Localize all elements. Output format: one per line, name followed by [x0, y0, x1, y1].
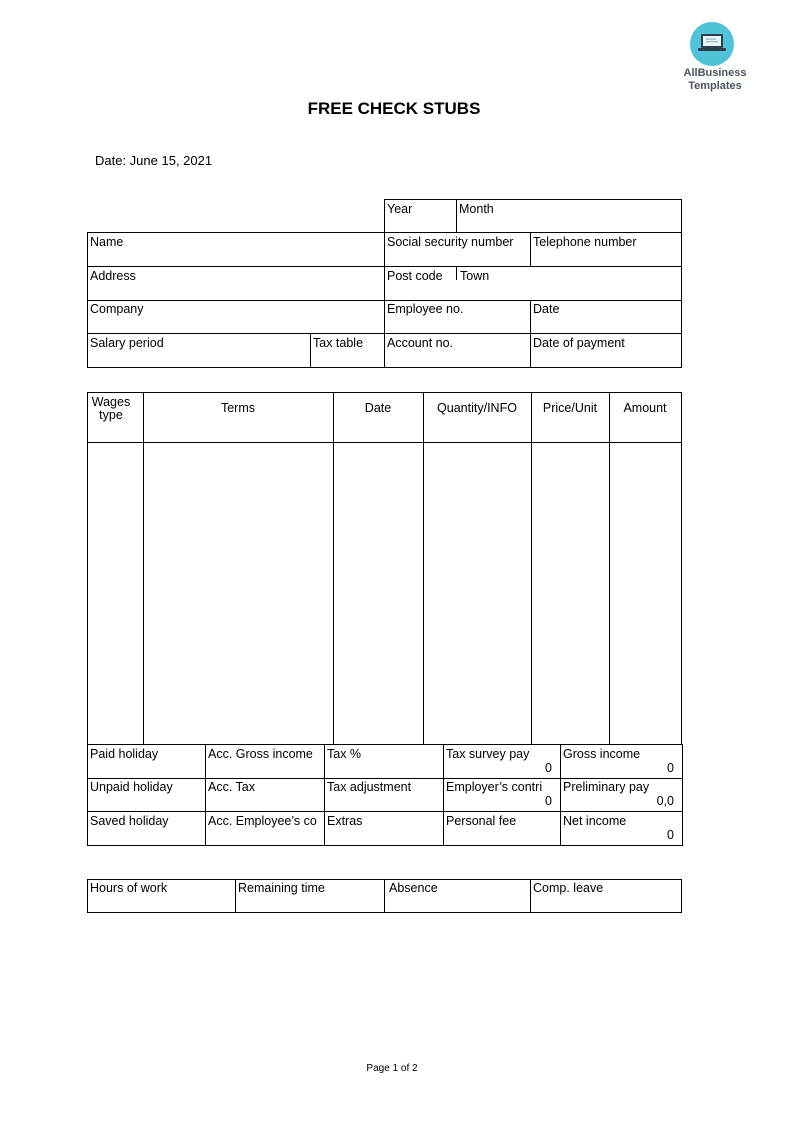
address-label: Address: [90, 269, 136, 283]
salary-period-label: Salary period: [90, 336, 164, 350]
post-code-label: Post code: [387, 269, 443, 283]
employers-contri-label: Employer’s contri: [446, 780, 543, 794]
year-label: Year: [387, 202, 413, 216]
town-label: Town: [460, 269, 490, 283]
date-of-payment-label: Date of payment: [533, 336, 625, 350]
acc-gross-income-label: Acc. Gross income: [208, 747, 313, 761]
company-label: Company: [90, 302, 144, 316]
name-label: Name: [90, 235, 124, 249]
comp-leave-label: Comp. leave: [533, 881, 604, 895]
terms-header: Terms: [220, 401, 256, 415]
hours-of-work-label: Hours of work: [90, 881, 168, 895]
telephone-label: Telephone number: [533, 235, 637, 249]
logo: [680, 22, 750, 94]
tax-survey-pay-value: 0: [545, 761, 552, 775]
extras-label: Extras: [327, 814, 363, 828]
logo-line2: Templates: [688, 80, 742, 92]
tax-adjustment-label: Tax adjustment: [327, 780, 412, 794]
employers-contri-value: 0: [545, 794, 552, 808]
unpaid-holiday-label: Unpaid holiday: [90, 780, 173, 794]
month-label: Month: [459, 202, 494, 216]
saved-holiday-label: Saved holiday: [90, 814, 169, 828]
account-no-label: Account no.: [387, 336, 454, 350]
personal-fee-label: Personal fee: [446, 814, 517, 828]
date-label: Date: [533, 302, 560, 316]
page-number: Page 1 of 2: [366, 1063, 418, 1074]
remaining-time-label: Remaining time: [238, 881, 325, 895]
acc-tax-label: Acc. Tax: [208, 780, 256, 794]
page-title: FREE CHECK STUBS: [307, 99, 481, 118]
gross-income-value: 0: [667, 761, 674, 775]
laptop-icon: [690, 22, 734, 66]
net-income-label: Net income: [563, 814, 627, 828]
logo-line1: AllBusiness: [683, 67, 747, 79]
price-unit-header: Price/Unit: [542, 401, 598, 415]
tax-percent-label: Tax %: [327, 747, 362, 761]
preliminary-pay-label: Preliminary pay: [563, 780, 650, 794]
date-line: Date: June 15, 2021: [95, 153, 213, 168]
gross-income-label: Gross income: [563, 747, 641, 761]
amount-header: Amount: [623, 401, 667, 415]
date-header: Date: [364, 401, 392, 415]
tax-table-label: Tax table: [313, 336, 364, 350]
acc-employees-co-label: Acc. Employee’s co: [208, 814, 317, 828]
wages-type-header: Wages type: [91, 395, 131, 422]
tax-survey-pay-label: Tax survey pay: [446, 747, 530, 761]
quantity-header: Quantity/INFO: [437, 401, 517, 415]
ssn-label: Social security number: [387, 235, 514, 249]
absence-label: Absence: [389, 881, 438, 895]
paid-holiday-label: Paid holiday: [90, 747, 159, 761]
employee-no-label: Employee no.: [387, 302, 464, 316]
preliminary-pay-value: 0,0: [656, 794, 674, 808]
net-income-value: 0: [667, 828, 674, 842]
